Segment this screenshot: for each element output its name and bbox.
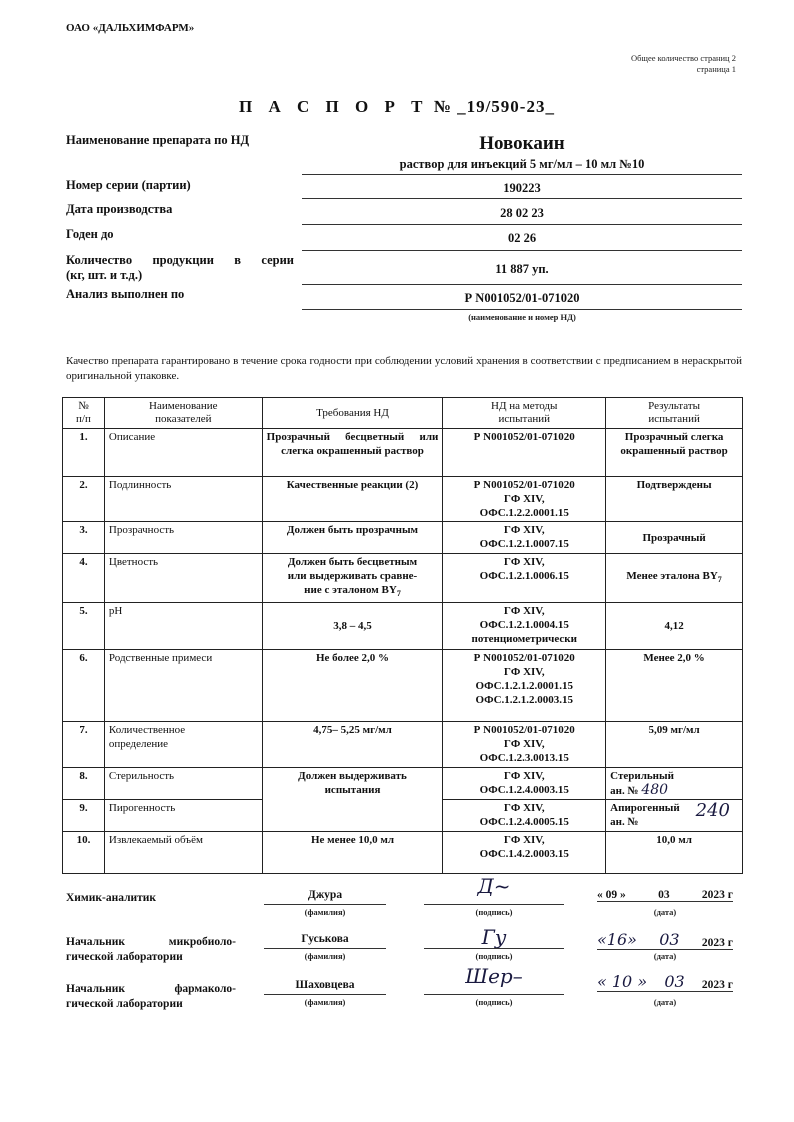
title-number-sign: № [433, 97, 452, 116]
expiry-label: Годен до [66, 227, 114, 241]
signature-line [424, 948, 564, 949]
product-name: Новокаин [479, 133, 565, 154]
table-row: 2. Подлинность Качественные реакции (2) Р N001052/01-071020 ГФ XIV, ОФС.1.2.2.0001.15 Подтверждены [63, 477, 743, 522]
divider [302, 250, 742, 251]
signature-line [424, 994, 564, 995]
divider [302, 309, 742, 310]
surname-line [264, 948, 386, 949]
quantity-label: Количество продукции в серии (кг, шт. и т.д.) [66, 253, 294, 282]
surname-microbiology-head: Гуськова [301, 933, 349, 945]
divider [302, 224, 742, 225]
table-row: 6. Родственные примеси Не более 2,0 % Р N001052/01-071020 ГФ XIV, ОФС.1.2.1.2.0001.15 ОФС.1.2.1.2.0003.15 Менее 2,0 % [63, 650, 743, 722]
surname-line [264, 994, 386, 995]
page-number-label: страница 1 [696, 64, 736, 74]
page-count-info [631, 53, 736, 75]
date-chemist: « 09 » 03 2023 г [597, 889, 733, 901]
surname-pharmacology-head: Шаховцева [295, 979, 355, 991]
header-num: № п/п [63, 398, 105, 429]
role-chemist: Химик-аналитик [66, 892, 157, 904]
title-prefix: П А С П О Р Т [239, 97, 429, 116]
specification-table [62, 397, 743, 874]
analysis-nd: Р N001052/01-071020 [464, 291, 580, 305]
quantity-value: 11 887 уп. [495, 262, 549, 276]
analysis-nd-caption: (наименование и номер НД) [468, 312, 576, 322]
table-row: 1. Описание Прозрачный бесцветный или слегка окрашенный раствор Р N001052/01-071020 Прозрачный слегка окрашенный раствор [63, 429, 743, 477]
surname-line [264, 904, 386, 905]
document-title [0, 97, 794, 117]
handwritten-analysis-number: 480 [641, 782, 669, 799]
date-pharmacology-head: « 10 » 03 2023 г [597, 972, 733, 991]
table-header-row [63, 398, 743, 429]
table-row: 10. Извлекаемый объём Не менее 10,0 мл ГФ XIV, ОФС.1.4.2.0003.15 10,0 мл [63, 832, 743, 874]
role-pharmacology-head: Начальник фармаколо- гической лаборатории [66, 983, 236, 1010]
merged-requirement-cell: Должен выдерживать испытания [262, 768, 443, 832]
total-pages-label: Общее количество страниц 2 [630, 53, 736, 63]
surname-chemist: Джура [307, 889, 343, 901]
divider [302, 174, 742, 175]
header-results: Результаты испытаний [606, 398, 743, 429]
handwritten-analysis-number: 240 [695, 800, 730, 822]
table-row: 3. Прозрачность Должен быть прозрачным ГФ XIV, ОФС.1.2.1.0007.15 Прозрачный [63, 522, 743, 554]
table-row: 8. Стерильность Должен выдерживать испытания ГФ XIV, ОФС.1.2.4.0003.15 Стерильный ан. № 480 [63, 768, 743, 800]
signature-pharmacology-head: Шер– [465, 964, 523, 988]
header-methods: НД на методы испытаний [443, 398, 606, 429]
table-row: 7. Количественное определение 4,75– 5,25 мг/мл Р N001052/01-071020 ГФ XIV, ОФС.1.2.3.0013.15 5,09 мг/мл [63, 722, 743, 768]
production-date: 28 02 23 [500, 206, 544, 220]
role-microbiology-head: Начальник микробиоло- гической лаборатории [66, 936, 236, 963]
signature-line [424, 904, 564, 905]
table-row: 4. Цветность Должен быть бесцветным или выдерживать сравне- ние с эталоном $BY_7$ ГФ XIV, ОФС.1.2.1.0006.15 Менее эталона $BY_7$ [63, 554, 743, 603]
batch-number: 190223 [503, 181, 541, 195]
signature-microbiology-head: Гу [481, 925, 507, 949]
expiry-date: 02 26 [507, 231, 537, 245]
production-date-label: Дата производства [66, 202, 173, 216]
batch-label: Номер серии (партии) [66, 178, 191, 192]
quality-statement: Качество препарата гарантировано в течение срока годности при соблюдении условий хранения в соответствии с предписанием в нераскрытой оригинальной упаковке. [66, 355, 742, 382]
divider [302, 284, 742, 285]
header-name: Наименование показателей [104, 398, 262, 429]
product-form: раствор для инъекций 5 мг/мл – 10 мл №10 [399, 157, 645, 171]
signature-chemist: Д~ [477, 874, 511, 898]
table-row: 9. Пирогенность ГФ XIV, ОФС.1.2.4.0005.15 Апирогенный ан. № 240 [63, 800, 743, 832]
date-microbiology-head: «16» 03 2023 г [597, 930, 733, 949]
company-name: ОАО «ДАЛЬХИМФАРМ» [66, 22, 195, 34]
product-name-label: Наименование препарата по НД [66, 133, 250, 147]
divider [302, 198, 742, 199]
passport-number: _19/590-23_ [457, 97, 555, 116]
analysis-label: Анализ выполнен по [66, 287, 185, 301]
header-requirements: Требования НД [262, 398, 443, 429]
table-row: 5. pH 3,8 – 4,5 ГФ XIV, ОФС.1.2.1.0004.15 потенциометрически 4,12 [63, 603, 743, 650]
